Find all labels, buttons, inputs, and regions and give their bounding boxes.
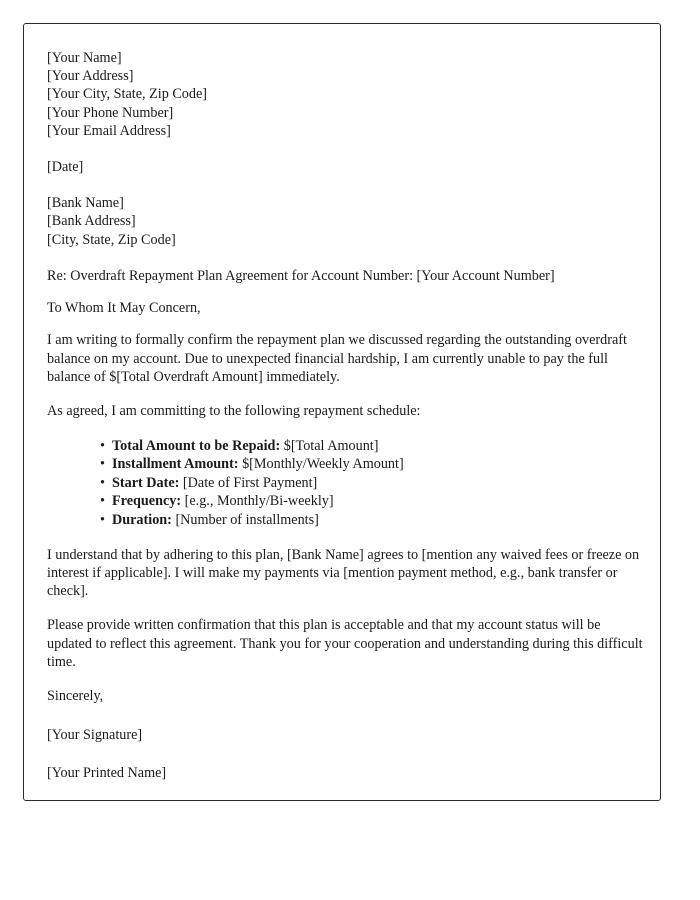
schedule-item-value: [e.g., Monthly/Bi-weekly] (184, 493, 334, 510)
schedule-item-label: Duration: (112, 511, 172, 528)
recipient-city-line: [City, State, Zip Code] (47, 231, 176, 248)
schedule-item-label: Total Amount to be Repaid: (112, 437, 281, 454)
recipient-bank-address-line: [Bank Address] (47, 213, 136, 230)
sender-address-block (47, 49, 647, 140)
schedule-item-value: [Date of First Payment] (182, 474, 318, 491)
body-paragraph-3: Please provide written confirmation that this plan is acceptable and that my account status will be updated to reflect this agreement. Thank you for your cooperation and understanding during this difficult time. (47, 617, 643, 671)
schedule-item-value: $[Total Amount] (283, 437, 379, 454)
repayment-schedule-list (47, 437, 647, 530)
list-item (100, 492, 647, 511)
subject-line: Re: Overdraft Repayment Plan Agreement for Account Number: [Your Account Number] (47, 267, 555, 284)
printed-name-placeholder: [Your Printed Name] (47, 764, 167, 781)
closing-salutation: Sincerely, (47, 688, 104, 705)
sender-email-line: [Your Email Address] (47, 122, 171, 139)
schedule-item-label: Start Date: (112, 474, 180, 491)
signature-placeholder: [Your Signature] (47, 726, 143, 743)
document-page-border (23, 23, 661, 801)
list-item (100, 511, 647, 530)
body-paragraph-2: I understand that by adhering to this plan, [Bank Name] agrees to [mention any waived fees or freeze on interest if applicable]. I will make my payments via [mention payment method, e.g., bank transfer or check]. (47, 546, 640, 600)
schedule-item-value: [Number of installments] (175, 511, 319, 528)
sender-phone-line: [Your Phone Number] (47, 104, 174, 121)
date-line: [Date] (47, 159, 84, 176)
schedule-list-intro: As agreed, I am committing to the following repayment schedule: (47, 403, 421, 420)
recipient-bank-name-line: [Bank Name] (47, 195, 124, 212)
letter-content (47, 49, 647, 802)
recipient-address-block (47, 194, 647, 249)
date-block (47, 158, 647, 176)
sender-name-line: [Your Name] (47, 50, 122, 66)
sender-city-line: [Your City, State, Zip Code] (47, 86, 208, 103)
list-item (100, 455, 647, 474)
salutation: To Whom It May Concern, (47, 300, 201, 317)
schedule-item-label: Frequency: (112, 493, 182, 510)
sender-street-line: [Your Address] (47, 68, 134, 85)
list-item (100, 437, 647, 456)
schedule-item-value: $[Monthly/Weekly Amount] (242, 456, 404, 473)
body-paragraph-1: I am writing to formally confirm the repayment plan we discussed regarding the outstanding overdraft balance on my account. Due to unexpected financial hardship, I am currently unable to pay the full balance of $[Total Overdraft Amount] immediately. (47, 332, 627, 386)
list-item (100, 474, 647, 493)
schedule-item-label: Installment Amount: (112, 456, 239, 473)
